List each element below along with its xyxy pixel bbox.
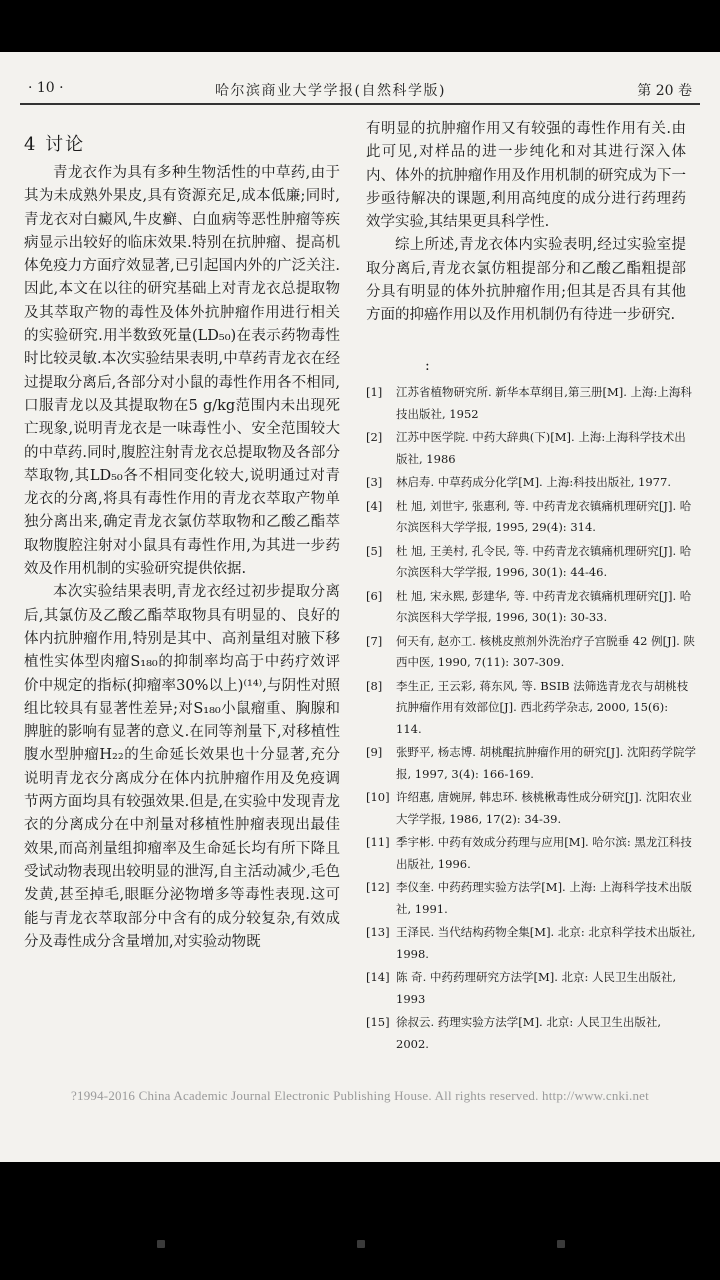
header-rule [20, 103, 700, 105]
reference-text: 陈 奇. 中药药理研究方法学[M]. 北京: 人民卫生出版社, 1993 [396, 970, 677, 1006]
reference-text: 江苏省植物研究所. 新华本草纲目,第三册[M]. 上海:上海科技出版社, 1952 [396, 385, 692, 421]
reference-item [366, 472, 696, 494]
reference-number: [5] [366, 543, 383, 558]
reference-number: [1] [366, 385, 383, 399]
reference-item [366, 676, 696, 741]
reference-number: [11] [366, 835, 390, 849]
reference-text: 徐叔云. 药理实验方法学[M]. 北京: 人民卫生出版社, 2002. [396, 1015, 662, 1051]
volume-label: 第 20 卷 [637, 83, 692, 99]
reference-item [366, 967, 696, 1010]
reference-text: 杜 旭, 刘世宇, 张惠利, 等. 中药青龙衣镇痛机理研究[J]. 哈尔滨医科大学学报, 1995, 29(4): 314. [396, 498, 692, 534]
reference-number: [7] [366, 633, 383, 648]
reference-text: 江苏中医学院. 中药大辞典(下)[M]. 上海:上海科学技术出版社, 1986 [396, 430, 686, 466]
nav-back-button[interactable] [157, 1240, 165, 1248]
reference-item [366, 586, 696, 629]
reference-list [366, 382, 696, 1057]
nav-home-button[interactable] [357, 1240, 365, 1248]
reference-text: 李仪奎. 中药药理实验方法学[M]. 上海: 上海科学技术出版社, 1991. [396, 880, 692, 916]
reference-number: [9] [366, 745, 383, 759]
reference-text: 杜 旭, 王美村, 孔令民, 等. 中药青龙衣镇痛机理研究[J]. 哈尔滨医科大学学报, 1996, 30(1): 44-46. [396, 543, 692, 579]
reference-item [366, 541, 696, 584]
reference-text: 王泽民. 当代结构药物全集[M]. 北京: 北京科学技术出版社, 1998. [396, 925, 696, 961]
reference-text: 张野平, 杨志博. 胡桃醌抗肿瘤作用的研究[J]. 沈阳药学院学报, 1997, 3(4): 166-169. [396, 745, 697, 781]
page-number: · 10 · [28, 80, 64, 96]
reference-text: 林启寿. 中草药成分化学[M]. 上海:科技出版社, 1977. [396, 475, 671, 489]
paragraph: 本次实验结果表明,青龙衣经过初步提取分离后,其氯仿及乙酸乙酯萃取物具有明显的、良好的体内抗肿瘤作用,特别是其中、高剂量组对腋下移植性实体型肉瘤S₁₈₀的抑制率均高于中药疗效评价中规定的指标(抑瘤率30%以上)⁽¹⁴⁾,与阴性对照组比较具有显著性差异;对S₁₈₀小鼠瘤重、胸腺和脾脏的影响有显著的意义.在同等剂量下,对移植性腹水型肿瘤H₂₂的生命延长效果也十分显著,充分说明青龙衣分离成分在体内抗肿瘤作用及免疫调节两方面均具有较强效果.但是,在实验中发现青龙衣的分离成分在中剂量对移植性肿瘤表现出最佳效果,而高剂量组抑瘤率及生命延长均有所下降且受试动物表现出较明显的泄泻,自主活动减少,毛色发黄,甚至掉毛,眼眶分泌物增多等毒性表现.这可能与青龙衣萃取部分中含有的成分较复杂,有效成分及毒性成分含量增加,对实验动物既 [24, 584, 340, 950]
paragraph: 有明显的抗肿瘤作用又有较强的毒性作用有关.由此可见,对样品的进一步纯化和对其进行深入体内、体外的抗肿瘤作用及作用机制的研究成为下一步亟待解决的课题,利用高纯度的成分进行药理药效学实验,其结果更具科学性. [366, 121, 686, 231]
reference-number: [13] [366, 925, 390, 939]
reference-number: [4] [366, 498, 383, 513]
reference-item [366, 832, 696, 875]
status-bar-area [0, 0, 720, 52]
reference-number: [3] [366, 475, 383, 489]
section-title: 4 讨论 [24, 134, 86, 155]
reference-number: [6] [366, 588, 383, 603]
reference-item [366, 1012, 696, 1055]
reference-item [366, 877, 696, 920]
reference-number: [2] [366, 430, 383, 444]
reference-text: 李生正, 王云彩, 蒋东风, 等. BSIB 法筛选青龙衣与胡桃枝抗肿瘤作用有效部位[J]. 西北药学杂志, 2000, 15(6): 114. [396, 678, 689, 736]
right-column [366, 118, 686, 328]
reference-text: 季宇彬. 中药有效成分药理与应用[M]. 哈尔滨: 黑龙江科技出版社, 1996. [396, 835, 692, 871]
reference-item [366, 427, 696, 470]
reference-item [366, 742, 696, 785]
reference-item [366, 922, 696, 965]
paragraph: 综上所述,青龙衣体内实验表明,经过实验室提取分离后,青龙衣氯仿粗提部分和乙酸乙酯粗提部分具有明显的体外抗肿瘤作用;但其是否具有其他方面的抑癌作用以及作用机制仍有待进一步研究. [366, 237, 686, 324]
references-heading: : [425, 358, 430, 374]
navigation-bar-area [0, 1088, 720, 1280]
reference-item [366, 382, 696, 425]
reference-text: 杜 旭, 宋永熙, 彭建华, 等. 中药青龙衣镇痛机理研究[J]. 哈尔滨医科大学学报, 1996, 30(1): 30-33. [396, 588, 692, 624]
reference-item [366, 496, 696, 539]
reference-number: [15] [366, 1015, 390, 1029]
left-column [24, 162, 340, 954]
reference-text: 何天有, 赵亦工. 核桃皮煎剂外洗治疗子宫脱垂 42 例[J]. 陕西中医, 1990, 7(11): 307-309. [396, 633, 695, 669]
reference-number: [10] [366, 790, 390, 804]
paragraph: 青龙衣作为具有多种生物活性的中草药,由于其为未成熟外果皮,具有资源充足,成本低廉;同时,青龙衣对白癜风,牛皮癣、白血病等恶性肿瘤等疾病显示出较好的临床效果.特别在抗肿瘤、提高机体免疫力方面疗效显著,已引起国内外的广泛关注.因此,本文在以往的研究基础上对青龙衣总提取物及其萃取产物的毒性及体外抗肿瘤作用进行相关的实验研究.用半数致死量(LD₅₀)在表示药物毒性时比较灵敏.本次实验结果表明,中草药青龙衣在经过提取分离后,各部分对小鼠的毒性作用各不相同,口服青龙以及其提取物在5 g/kg范围内未出现死亡现象,说明青龙衣是一味毒性小、安全范围较大的中草药.同时,腹腔注射青龙衣总提取物及各部分萃取物,其LD₅₀各不相同变化较大,说明通过对青龙衣的分离,将具有毒性作用的青龙衣萃取产物单独分离出来,确定青龙衣氯仿萃取物和乙酸乙酯萃取物腹腔注射对小鼠具有毒性作用,为其进一步药效及作用机制的实验研究提供依据. [24, 165, 340, 578]
reference-item [366, 787, 696, 830]
journal-title: 哈尔滨商业大学学报(自然科学版) [215, 83, 446, 99]
reference-text: 许绍惠, 唐婉屏, 韩忠环. 核桃楸毒性成分研究[J]. 沈阳农业大学学报, 1986, 17(2): 34-39. [396, 790, 692, 826]
document-page[interactable] [0, 52, 720, 1162]
reference-item [366, 631, 696, 674]
nav-recent-button[interactable] [557, 1240, 565, 1248]
reference-number: [8] [366, 678, 383, 693]
reference-number: [14] [366, 970, 390, 984]
reference-number: [12] [366, 880, 390, 894]
copyright-footer: ?1994-2016 China Academic Journal Electronic Publishing House. All rights reserved. http://www.cnki.net [71, 1088, 649, 1103]
